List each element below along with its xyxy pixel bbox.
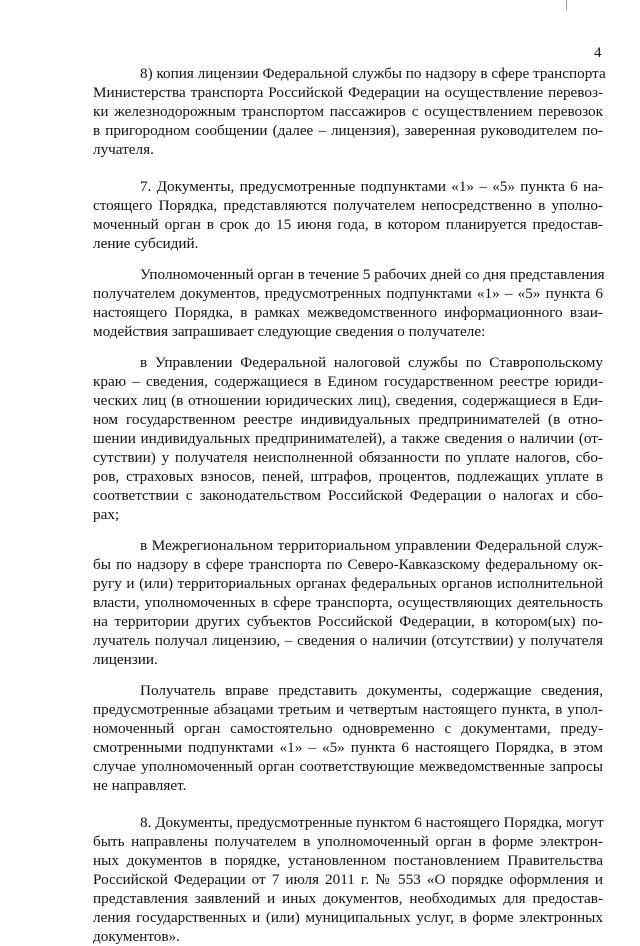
text-line: Уполномоченный орган в течение 5 рабочих дней со дня представления — [140, 266, 605, 283]
text-line: номоченный орган самостоятельно одновременно с документами, преду- — [93, 720, 603, 737]
text-line: краю – сведения, содержащиеся в Едином государственном реестре юриди- — [93, 373, 603, 390]
text-line: на территории других субъектов Российской Федерации, в котором(ых) по- — [93, 613, 603, 630]
text-line: лицензии. — [93, 651, 158, 668]
text-line: документов». — [93, 928, 180, 945]
text-line: 8) копия лицензии Федеральной службы по надзору в сфере транспорта — [140, 65, 606, 82]
text-line: ления государственных и (или) муниципальных услуг, в форме электронных — [93, 909, 603, 926]
text-line: настоящего Порядка, в рамках межведомственного информационного взаи- — [93, 304, 603, 321]
text-line: ки железнодорожным транспортом пассажиров с осуществлением перевозок — [93, 103, 603, 120]
text-line: бы по надзору в сфере транспорта по Северо-Кавказскому федеральному ок- — [93, 556, 603, 573]
text-line: модействия запрашивает следующие сведения о получателе: — [93, 323, 486, 340]
page-number: 4 — [594, 45, 602, 61]
text-line: лучателя. — [93, 141, 154, 158]
text-line: ление субсидий. — [93, 235, 199, 252]
text-line: ном государственном реестре индивидуальных предпринимателей (в отно- — [93, 411, 603, 428]
text-line: предусмотренные абзацами третьим и четвертым настоящего пункта, в упол- — [93, 701, 603, 718]
text-line: моченный орган в срок до 15 июня года, в котором планируется предостав- — [93, 216, 603, 233]
text-line: соответствии с законодательством Российской Федерации о налогах и сбо- — [93, 487, 603, 504]
text-line: Министерства транспорта Российской Федерации на осуществление перевоз- — [93, 84, 603, 101]
text-line: в пригородном сообщении (далее – лицензия), заверенная руководителем по- — [93, 122, 603, 139]
text-line: сутствии) у получателя неисполненной обязанности по уплате налогов, сбо- — [93, 449, 603, 466]
text-line: 8. Документы, предусмотренные пунктом 6 настоящего Порядка, могут — [140, 814, 604, 831]
text-line: лучатель получал лицензию, – сведения о наличии (отсутствии) у получателя — [93, 632, 603, 649]
text-line: власти, уполномоченных в сфере транспорта, осуществляющих деятельность — [93, 594, 603, 611]
text-line: в Межрегиональном территориальном управлении Федеральной служ- — [140, 537, 603, 554]
text-line: быть направлены получателем в уполномоченный орган в форме электрон- — [93, 833, 603, 850]
text-line: смотренными подпунктами «1» – «5» пункта 6 настоящего Порядка, в этом — [93, 739, 603, 756]
text-line: не направляет. — [93, 777, 187, 794]
text-line: случае уполномоченный орган соответствующие межведомственные запросы — [93, 758, 603, 775]
text-line: ных документов в порядке, установленном постановлением Правительства — [93, 852, 603, 869]
text-line: ров, страховых взносов, пеней, штрафов, процентов, подлежащих уплате в — [93, 468, 603, 485]
text-line: 7. Документы, предусмотренные подпунктами «1» – «5» пункта 6 на- — [140, 178, 603, 195]
text-line: рах; — [93, 506, 120, 523]
text-line: ческих лиц (в отношении юридических лиц), сведения, содержащиеся в Еди- — [93, 392, 603, 409]
text-line: Получатель вправе представить документы, содержащие сведения, — [140, 682, 603, 699]
text-line: шении индивидуальных предпринимателей), а также сведения о наличии (от- — [93, 430, 603, 447]
scan-mark — [566, 0, 567, 10]
text-line: Российской Федерации от 7 июля 2011 г. № 553 «О порядке оформления и — [93, 871, 603, 888]
text-line: получателем документов, предусмотренных подпунктами «1» – «5» пункта 6 — [93, 285, 603, 302]
text-line: в Управлении Федеральной налоговой службы по Ставропольскому — [140, 354, 603, 371]
text-line: представления заявлений и иных документов, необходимых для предостав- — [93, 890, 603, 907]
text-line: ругу и (или) территориальных органах федеральных органов исполнительной — [93, 575, 603, 592]
text-line: стоящего Порядка, представляются получателем непосредственно в уполно- — [93, 197, 603, 214]
